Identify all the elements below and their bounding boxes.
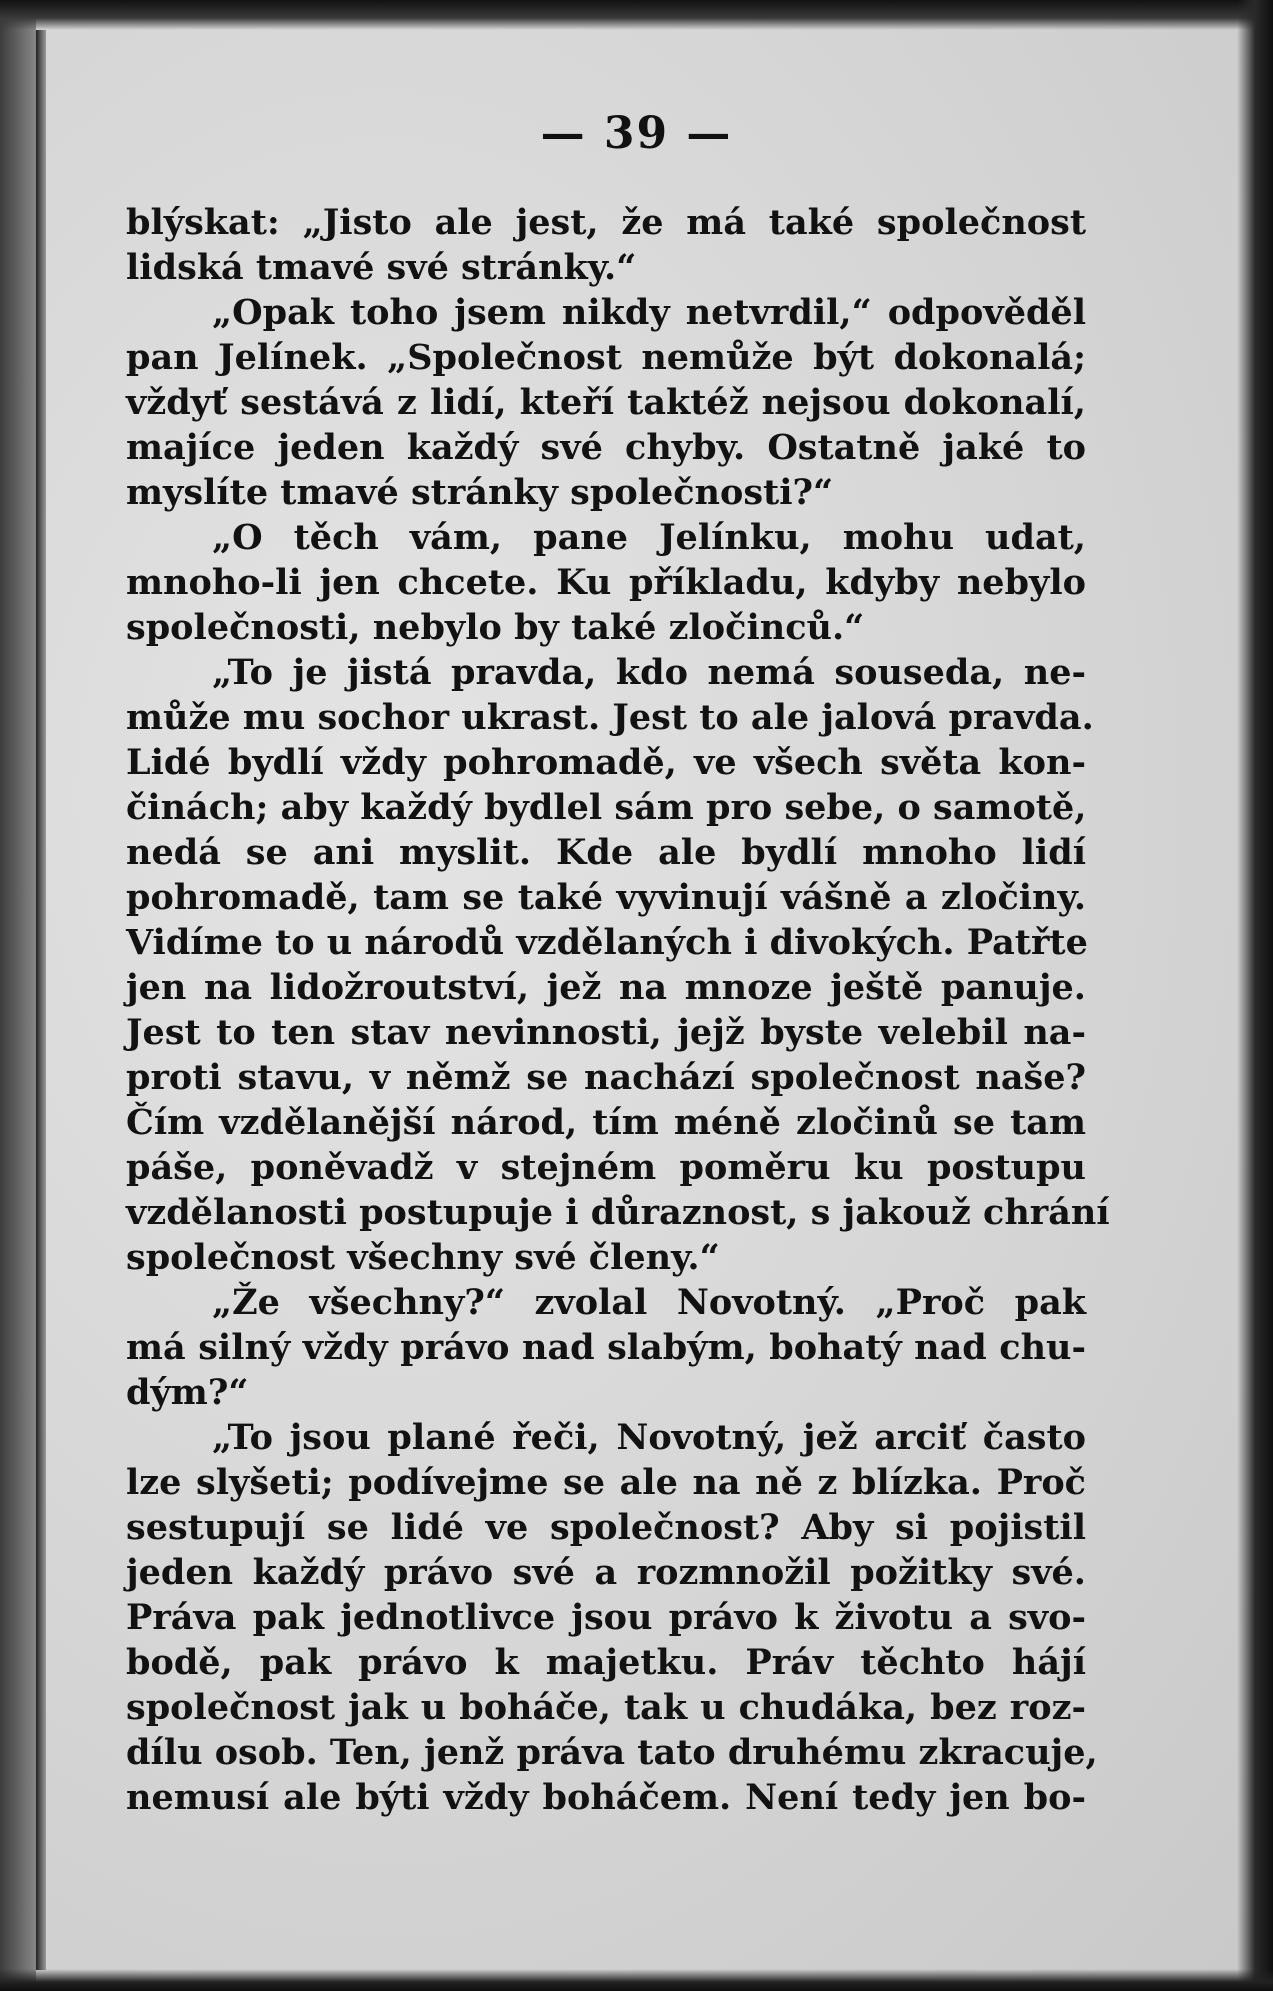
text-line: společnost všechny své členy.“ xyxy=(126,1237,720,1278)
text-line: Čím vzdělanější národ, tím méně zločinů se tam xyxy=(126,1102,1086,1143)
page-top-shadow xyxy=(0,0,1273,30)
text-line: vzdělanosti postupuje i důraznost, s jakouž chrání xyxy=(126,1192,1110,1233)
text-line: nedá se ani myslit. Kde ale bydlí mnoho lidí xyxy=(126,832,1086,873)
text-line: dým?“ xyxy=(126,1372,249,1413)
page-left-shadow xyxy=(0,0,36,1991)
text-line: jen na lidožroutství, jež na mnoze ještě panuje. xyxy=(126,967,1086,1008)
text-line: společnost jak u boháče, tak u chudáka, bez roz- xyxy=(126,1687,1086,1728)
text-line: Vidíme to u národů vzdělaných i divokých. Patřte xyxy=(126,922,1088,963)
text-line: „O těch vám, pane Jelínku, mohu udat, xyxy=(212,517,1086,558)
page-right-shadow xyxy=(1237,0,1273,1991)
text-line: Lidé bydlí vždy pohromadě, ve všech světa kon- xyxy=(126,742,1086,783)
page-number: — 39 — xyxy=(540,108,733,159)
text-line: páše, poněvadž v stejném poměru ku postupu xyxy=(126,1147,1086,1188)
text-line: bodě, pak právo k majetku. Práv těchto hájí xyxy=(126,1642,1086,1683)
text-line: pohromadě, tam se také vyvinují vášně a zločiny. xyxy=(126,877,1086,918)
text-line: má silný vždy právo nad slabým, bohatý nad chu- xyxy=(126,1327,1086,1368)
text-line: Jest to ten stav nevinnosti, jejž byste velebil na- xyxy=(126,1012,1086,1053)
book-spine-edge xyxy=(36,30,46,1970)
text-line: „To je jistá pravda, kdo nemá souseda, ne- xyxy=(212,652,1086,693)
text-line: sestupují se lidé ve společnost? Aby si pojistil xyxy=(126,1507,1086,1548)
body-text xyxy=(126,200,1110,1820)
text-line: nemusí ale býti vždy boháčem. Není tedy jen bo- xyxy=(126,1777,1086,1818)
text-line: společnosti, nebylo by také zločinců.“ xyxy=(126,607,865,648)
text-line: dílu osob. Ten, jenž práva tato druhému zkracuje, xyxy=(126,1732,1098,1773)
page-bottom-shadow xyxy=(0,1969,1273,1991)
text-line: Práva pak jednotlivce jsou právo k životu a svo- xyxy=(126,1597,1086,1638)
text-line: mnoho-li jen chcete. Ku příkladu, kdyby nebylo xyxy=(126,562,1086,603)
text-line: „To jsou plané řeči, Novotný, jež arciť často xyxy=(212,1417,1086,1458)
text-line: „Že všechny?“ zvolal Novotný. „Proč pak xyxy=(212,1282,1086,1323)
text-line: blýskat: „Jisto ale jest, že má také společnost xyxy=(126,202,1086,243)
text-line: myslíte tmavé stránky společnosti?“ xyxy=(126,472,834,513)
text-line: jeden každý právo své a rozmnožil požitky své. xyxy=(126,1552,1086,1593)
text-line: může mu sochor ukrast. Jest to ale jalová pravda. xyxy=(126,697,1094,738)
text-line: vždyť sestává z lidí, kteří taktéž nejsou dokonalí, xyxy=(126,382,1086,423)
text-line: „Opak toho jsem nikdy netvrdil,“ odpověděl xyxy=(212,292,1086,333)
text-line: lze slyšeti; podívejme se ale na ně z blízka. Proč xyxy=(126,1462,1086,1503)
text-line: lidská tmavé své stránky.“ xyxy=(126,247,637,288)
text-line: majíce jeden každý své chyby. Ostatně jaké to xyxy=(126,427,1086,468)
text-line: proti stavu, v němž se nachází společnost naše? xyxy=(126,1057,1086,1098)
text-line: pan Jelínek. „Společnost nemůže být dokonalá; xyxy=(126,337,1086,378)
text-line: činách; aby každý bydlel sám pro sebe, o samotě, xyxy=(126,787,1087,828)
